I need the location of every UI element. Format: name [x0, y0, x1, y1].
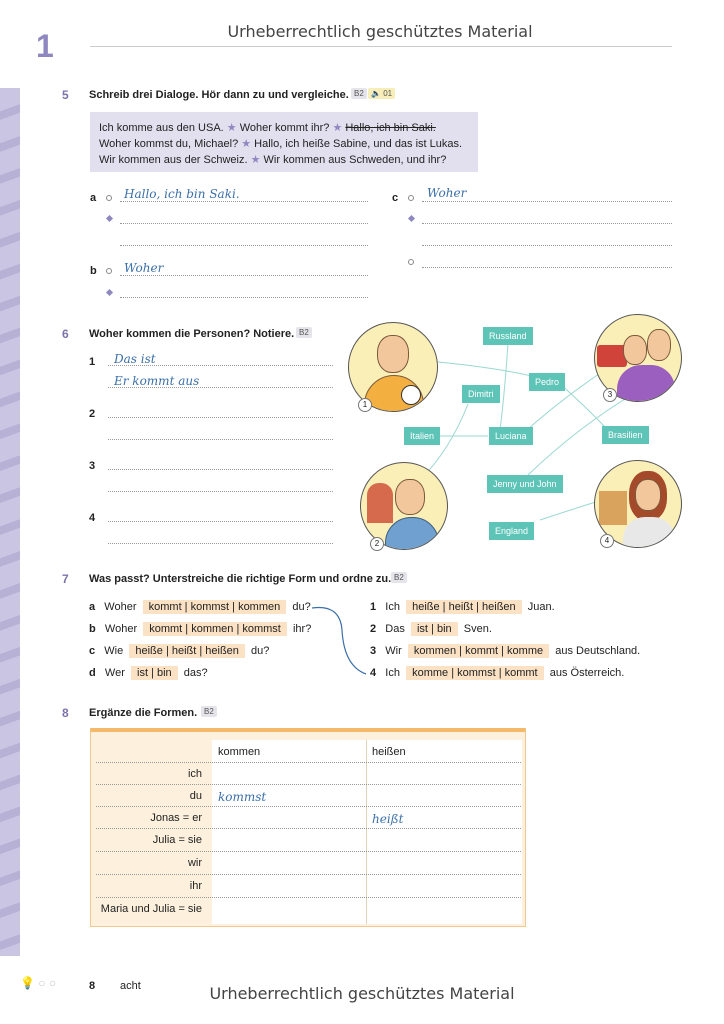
- ex6-item-4: 4: [89, 512, 96, 524]
- row-options[interactable]: komme | kommst | kommt: [406, 666, 544, 680]
- ex6-item-3: 3: [89, 460, 96, 472]
- table-row-divider: [96, 828, 521, 829]
- ex6-item-1: 1: [89, 356, 96, 368]
- answer-line[interactable]: [108, 439, 333, 440]
- chapter-number: 1: [36, 28, 54, 64]
- lightbulb-icon: 💡: [20, 976, 35, 990]
- table-answer-er-heissen: heißt: [372, 812, 404, 826]
- ex5-phrase-line-1: [99, 121, 436, 134]
- phrase: Wir kommen aus der Schweiz.: [99, 154, 248, 166]
- table-row-ihr: ihr: [189, 880, 202, 892]
- ex5-dialogue-a-label: a: [90, 192, 97, 204]
- row-options[interactable]: kommen | kommt | komme: [408, 644, 549, 658]
- row-options[interactable]: heiße | heißt | heißen: [406, 600, 522, 614]
- row-post: das?: [183, 667, 208, 679]
- star-icon: ★: [250, 154, 264, 166]
- row-post: aus Deutschland.: [555, 645, 641, 657]
- diamond-bullet-icon: [408, 215, 415, 222]
- row-options[interactable]: kommt | kommst | kommen: [143, 600, 287, 614]
- answer-line[interactable]: [108, 491, 333, 492]
- page-number: 8: [89, 980, 96, 992]
- table-row-divider: [96, 806, 521, 807]
- ex7-match-line: [310, 600, 370, 680]
- person-4-number: 4: [600, 534, 614, 548]
- answer-line[interactable]: [120, 201, 368, 202]
- row-label: 3: [370, 645, 377, 657]
- table-row-maria-julia: Maria und Julia = sie: [100, 903, 202, 915]
- row-label: d: [89, 667, 96, 679]
- ex5-phrase-line-3: [99, 153, 446, 166]
- row-post: Juan.: [527, 601, 555, 613]
- person-head-icon: [647, 329, 671, 361]
- row-post: ihr?: [292, 623, 312, 635]
- page-word: acht: [120, 980, 141, 992]
- lightbulb-icon: ○: [48, 976, 57, 990]
- ex6-badge: B2: [296, 327, 312, 338]
- ex5-dialogue-c-answer: Woher: [427, 186, 467, 200]
- ex5-dialogue-b-label: b: [90, 265, 97, 277]
- row-options[interactable]: ist | bin: [131, 666, 178, 680]
- circle-bullet-icon: [408, 195, 414, 201]
- row-label: 2: [370, 623, 377, 635]
- row-options[interactable]: heiße | heißt | heißen: [129, 644, 245, 658]
- circle-bullet-icon: [408, 259, 414, 265]
- answer-line[interactable]: [120, 223, 368, 224]
- table-row-divider: [96, 784, 521, 785]
- table-row-divider: [96, 851, 521, 852]
- row-label: c: [89, 645, 96, 657]
- diamond-bullet-icon: [106, 215, 113, 222]
- ex7-right-row-4: [370, 667, 624, 679]
- person-head-icon: [635, 479, 661, 511]
- table-header-heissen: heißen: [372, 746, 406, 758]
- ex8-badge: B2: [201, 706, 217, 717]
- phrase: Woher kommst du, Michael?: [99, 138, 239, 150]
- table-header-kommen: kommen: [218, 746, 261, 758]
- person-head-icon: [623, 335, 647, 365]
- table-row-ich: ich: [187, 768, 202, 780]
- phrase: Hallo, ich heiße Sabine, und das ist Lukas.: [254, 138, 463, 150]
- footer-lightbulb-icons: [20, 976, 56, 990]
- ex5-dialogue-c-label: c: [392, 192, 399, 204]
- row-pre: Wer: [104, 667, 125, 679]
- star-icon: ★: [332, 122, 346, 134]
- answer-line[interactable]: [422, 267, 672, 268]
- answer-line[interactable]: [108, 387, 333, 388]
- row-post: du?: [251, 645, 270, 657]
- row-post: aus Österreich.: [549, 667, 625, 679]
- row-pre: Ich: [385, 667, 400, 679]
- row-pre: Ich: [385, 601, 400, 613]
- ex7-right-row-3: [370, 645, 640, 657]
- label-pedro: Pedro: [529, 373, 565, 391]
- ex6-title: Woher kommen die Personen? Notiere.: [89, 328, 295, 340]
- star-icon: ★: [226, 122, 240, 134]
- footer-watermark: Urheberrechtlich geschütztes Material: [209, 984, 515, 1003]
- label-dimitri: Dimitri: [462, 385, 500, 403]
- ex5-title: Schreib drei Dialoge. Hör dann zu und vergleiche.: [89, 89, 349, 101]
- phrase-crossed: Hallo, ich bin Saki.: [345, 122, 436, 134]
- table-row-wir: wir: [187, 857, 202, 869]
- row-options[interactable]: ist | bin: [411, 622, 458, 636]
- row-label: a: [89, 601, 96, 613]
- ex5-number: 5: [62, 88, 69, 102]
- table-row-sie: Julia = sie: [152, 834, 202, 846]
- person-head-icon: [395, 479, 425, 515]
- person-body-icon: [623, 517, 675, 548]
- ex6-answer-1a: Das ist: [114, 352, 156, 366]
- circle-bullet-icon: [106, 195, 112, 201]
- answer-line[interactable]: [108, 365, 333, 366]
- person-body-icon: [385, 517, 439, 550]
- diamond-bullet-icon: [106, 289, 113, 296]
- table-row-du: du: [189, 790, 202, 802]
- ex6-number: 6: [62, 327, 69, 341]
- label-england: England: [489, 522, 534, 540]
- answer-line[interactable]: [108, 417, 333, 418]
- label-brasilien: Brasilien: [602, 426, 649, 444]
- answer-line[interactable]: [422, 245, 672, 246]
- ex5-dialogue-b-answer: Woher: [124, 261, 164, 275]
- label-jenny-und-john: Jenny und John: [487, 475, 563, 493]
- ex6-answer-1b: Er kommt aus: [114, 374, 200, 388]
- answer-line[interactable]: [422, 223, 672, 224]
- ex7-badge: B2: [391, 572, 407, 583]
- ex7-left-row-a: [89, 601, 311, 613]
- row-label: 4: [370, 667, 377, 679]
- phrase: Ich komme aus den USA.: [99, 122, 224, 134]
- answer-line[interactable]: [422, 201, 672, 202]
- row-pre: Woher: [104, 601, 137, 613]
- ex8-title: Ergänze die Formen.: [89, 707, 198, 719]
- speaker-icon: 🔈: [371, 89, 381, 98]
- answer-line[interactable]: [108, 521, 333, 522]
- row-pre: Wir: [385, 645, 402, 657]
- phrase: Woher kommt ihr?: [239, 122, 330, 134]
- circle-bullet-icon: [106, 268, 112, 274]
- answer-line[interactable]: [120, 245, 368, 246]
- label-italien: Italien: [404, 427, 440, 445]
- row-options[interactable]: kommt | kommen | kommst: [143, 622, 287, 636]
- header-watermark: Urheberrechtlich geschütztes Material: [227, 22, 533, 41]
- ex5-dialogue-a-answer: Hallo, ich bin Saki.: [124, 187, 240, 201]
- ex7-left-row-b: [89, 623, 311, 635]
- person-head-icon: [377, 335, 409, 373]
- row-post: du?: [292, 601, 311, 613]
- person-body-icon: [617, 365, 675, 402]
- answer-line[interactable]: [120, 297, 368, 298]
- sidebar-band: [0, 88, 20, 956]
- kremlin-icon: [367, 483, 393, 523]
- colosseum-icon: [599, 491, 627, 525]
- answer-line[interactable]: [108, 543, 333, 544]
- star-icon: ★: [241, 138, 255, 150]
- table-row-er: Jonas = er: [150, 812, 202, 824]
- row-pre: Wie: [104, 645, 124, 657]
- person-3-number: 3: [603, 388, 617, 402]
- answer-line[interactable]: [108, 469, 333, 470]
- person-2-number: 2: [370, 537, 384, 551]
- ex5-audio-track: 01: [383, 89, 393, 98]
- ex7-title: Was passt? Unterstreiche die richtige Form und ordne zu.: [89, 573, 392, 585]
- ex6-item-2: 2: [89, 408, 96, 420]
- row-label: b: [89, 623, 96, 635]
- ex7-right-row-2: [370, 623, 492, 635]
- table-row-divider: [96, 762, 521, 763]
- ex7-right-row-1: [370, 601, 555, 613]
- table-row-divider: [96, 897, 521, 898]
- header-rule: [90, 46, 672, 47]
- ex8-number: 8: [62, 706, 69, 720]
- row-label: 1: [370, 601, 377, 613]
- lightbulb-icon: ○: [38, 976, 46, 990]
- label-russland: Russland: [483, 327, 533, 345]
- table-answer-du-kommen: kommst: [218, 790, 267, 804]
- ex5-badge: B2: [351, 88, 367, 99]
- table-row-divider: [96, 874, 521, 875]
- row-pre: Woher: [104, 623, 138, 635]
- row-pre: Das: [385, 623, 405, 635]
- row-post: Sven.: [463, 623, 492, 635]
- ex5-audio-badge[interactable]: [368, 88, 395, 99]
- person-1-number: 1: [358, 398, 372, 412]
- phrase: Wir kommen aus Schweden, und ihr?: [263, 154, 447, 166]
- soccer-ball-icon: [401, 385, 421, 405]
- ex7-left-row-d: [89, 667, 208, 679]
- ex7-number: 7: [62, 572, 69, 586]
- label-luciana: Luciana: [489, 427, 533, 445]
- ex5-phrase-line-2: [99, 137, 462, 150]
- ex7-left-row-c: [89, 645, 269, 657]
- answer-line[interactable]: [120, 275, 368, 276]
